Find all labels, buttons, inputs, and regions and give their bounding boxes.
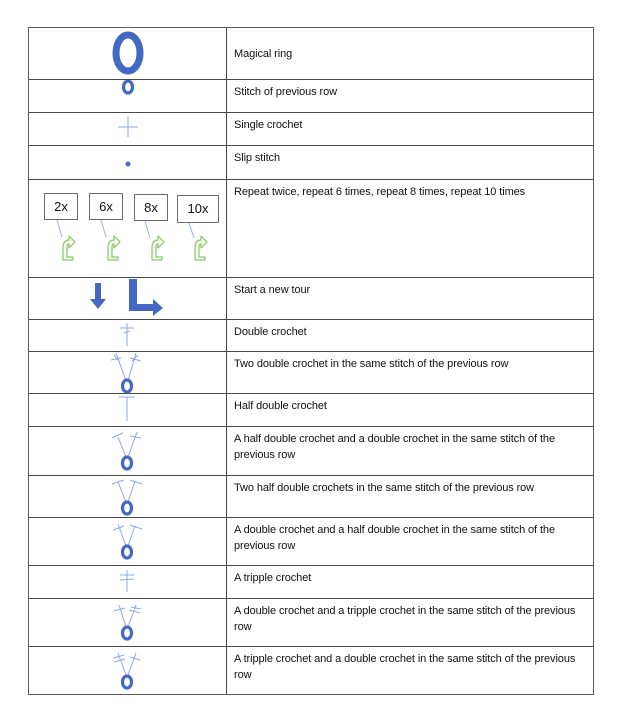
symbol-cell [29, 113, 227, 145]
symbol-cell [29, 278, 227, 319]
half-double-crochet-icon [29, 394, 227, 427]
magic-ring-icon [29, 28, 227, 79]
treble-crochet-icon [29, 566, 227, 599]
tr-dc-same-stitch-icon [29, 647, 227, 695]
symbol-cell [29, 146, 227, 179]
legend-label: A tripple crochet and a double crochet in the same stitch of the previous row [234, 653, 576, 681]
legend-row-half-double-crochet [29, 393, 593, 426]
legend-label: Repeat twice, repeat 6 times, repeat 8 times, repeat 10 times [234, 186, 526, 198]
symbol-cell [29, 352, 227, 393]
legend-label: A double crochet and a tripple crochet in the same stitch of the previous row [234, 605, 576, 633]
legend-row-magic-ring [29, 28, 593, 79]
legend-label: Single crochet [234, 119, 303, 131]
symbol-cell [29, 28, 227, 79]
legend-label: A tripple crochet [234, 572, 312, 584]
crochet-symbol-legend-table [28, 27, 594, 695]
symbol-cell [29, 80, 227, 112]
legend-label: A half double crochet and a double crochet in the same stitch of the previous row [234, 433, 555, 461]
two-dc-same-stitch-icon [29, 352, 227, 394]
legend-label: A double crochet and a half double crochet in the same stitch of the previous row [234, 524, 555, 552]
new-round-arrows-icon [29, 278, 227, 320]
legend-row-two-dc [29, 351, 593, 393]
symbol-cell [29, 320, 227, 351]
legend-label: Magical ring [234, 47, 293, 60]
legend-label: Double crochet [234, 326, 307, 338]
legend-label: Slip stitch [234, 152, 280, 164]
legend-row-tr-dc [29, 646, 593, 694]
symbol-cell [29, 394, 227, 426]
legend-label: Half double crochet [234, 400, 327, 412]
symbol-cell [29, 518, 227, 565]
symbol-cell [29, 599, 227, 646]
single-crochet-icon [29, 113, 227, 146]
legend-row-treble-crochet [29, 565, 593, 598]
legend-row-dc-hdc [29, 517, 593, 565]
repeat-6x-box: 6x [89, 193, 123, 220]
repeat-2x-box: 2x [44, 193, 78, 220]
symbol-cell [29, 566, 227, 598]
symbol-cell [29, 476, 227, 517]
legend-row-previous-row-stitch [29, 79, 593, 112]
previous-row-stitch-icon [29, 80, 227, 113]
legend-label: Start a new tour [234, 284, 311, 296]
legend-label: Stitch of previous row [234, 86, 337, 98]
hdc-dc-same-stitch-icon [29, 427, 227, 476]
legend-row-dc-tr [29, 598, 593, 646]
legend-row-double-crochet [29, 319, 593, 351]
legend-label: Two double crochet in the same stitch of the previous row [234, 358, 509, 370]
legend-row-slip-stitch [29, 145, 593, 179]
symbol-cell [29, 180, 227, 277]
legend-row-two-hdc [29, 475, 593, 517]
legend-row-repeat [29, 179, 593, 277]
repeat-10x-box: 10x [177, 195, 219, 223]
dc-tr-same-stitch-icon [29, 599, 227, 647]
legend-row-hdc-dc [29, 426, 593, 475]
dc-hdc-same-stitch-icon [29, 518, 227, 566]
two-hdc-same-stitch-icon [29, 476, 227, 518]
double-crochet-icon [29, 320, 227, 352]
legend-label: Two half double crochets in the same stitch of the previous row [234, 482, 535, 494]
symbol-cell [29, 427, 227, 475]
legend-row-new-round [29, 277, 593, 319]
symbol-cell [29, 647, 227, 694]
legend-row-single-crochet [29, 112, 593, 145]
repeat-8x-box: 8x [134, 194, 168, 221]
slip-stitch-icon [29, 146, 227, 180]
